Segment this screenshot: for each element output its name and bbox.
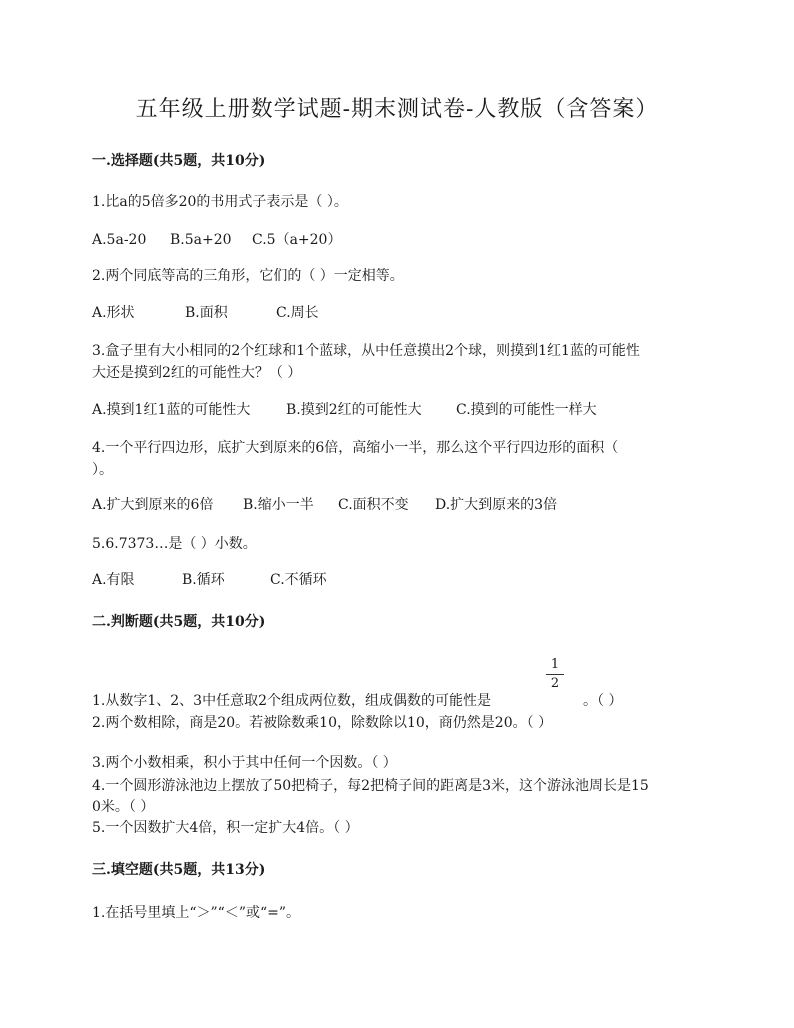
option-a: A.有限 [92,572,135,588]
option-c: C.周长 [276,305,319,321]
option-c: C.5（a+20） [252,232,342,248]
judge-question-5: 5.一个因数扩大4倍，积一定扩大4倍。（ ） [92,820,359,836]
judge-question-1: 1.从数字1、2、3中任意取2个组成两位数，组成偶数的可能性是 [92,693,491,709]
option-b: B.面积 [185,305,228,321]
option-a: A.5a-20 [92,232,147,248]
choice-question-3-line-2: 大还是摸到2红的可能性大？（ ） [92,365,302,381]
choice-question-4-line-1: 4.一个平行四边形，底扩大到原来的6倍，高缩小一半，那么这个平行四边形的面积（ [92,440,619,456]
option-b: B.循环 [182,572,225,588]
option-c: C.摸到的可能性一样大 [456,402,597,418]
judge-question-3: 3.两个小数相乘，积小于其中任何一个因数。（ ） [92,755,397,771]
judge-question-2: 2.两个数相除，商是20。若被除数乘10，除数除以10，商仍然是20。（ ） [92,715,553,731]
choice-options-3 [92,399,597,419]
section-heading-fill: 三.填空题(共5题，共13分) [92,862,266,878]
judge-question-4-line-2: 0米。（ ） [92,799,155,815]
option-b: B.缩小一半 [243,497,314,513]
section-heading-judge: 二.判断题(共5题，共10分) [92,614,266,630]
option-d: D.扩大到原来的3倍 [435,497,558,513]
choice-question-4-line-2: ）。 [92,462,113,478]
option-b: B.摸到2红的可能性大 [286,402,422,418]
judge-question-4-line-1: 4.一个圆形游泳池边上摆放了50把椅子，每2把椅子间的距离是3米，这个游泳池周长是15 [92,778,649,794]
choice-question-5: 5.6.7373…是（ ）小数。 [92,536,257,552]
judge-question-1-tail: 。（ ） [583,693,623,709]
fraction-bar [546,674,564,675]
choice-question-2: 2.两个同底等高的三角形，它们的（ ）一定相等。 [92,268,404,284]
choice-options-1 [92,229,341,249]
page-title: 五年级上册数学试题-期末测试卷-人教版（含答案） [135,97,659,122]
fraction-denominator: 2 [550,676,560,691]
choice-options-5 [92,569,327,589]
option-b: B.5a+20 [170,232,232,248]
option-a: A.扩大到原来的6倍 [92,497,214,513]
option-a: A.摸到1红1蓝的可能性大 [92,402,251,418]
choice-options-4 [92,494,557,514]
choice-question-1: 1.比a的5倍多20的书用式子表示是（ ）。 [92,194,348,210]
fill-question-1: 1.在括号里填上“＞”“＜”或“=”。 [92,905,301,921]
option-c: C.不循环 [270,572,327,588]
fraction-numerator: 1 [550,657,560,672]
section-heading-choice: 一.选择题(共5题，共10分) [92,153,266,169]
choice-options-2 [92,302,319,322]
fraction-one-half [545,658,565,691]
option-a: A.形状 [92,305,135,321]
option-c: C.面积不变 [338,497,409,513]
choice-question-3-line-1: 3.盒子里有大小相同的2个红球和1个蓝球，从中任意摸出2个球，则摸到1红1蓝的可能性 [92,343,640,359]
